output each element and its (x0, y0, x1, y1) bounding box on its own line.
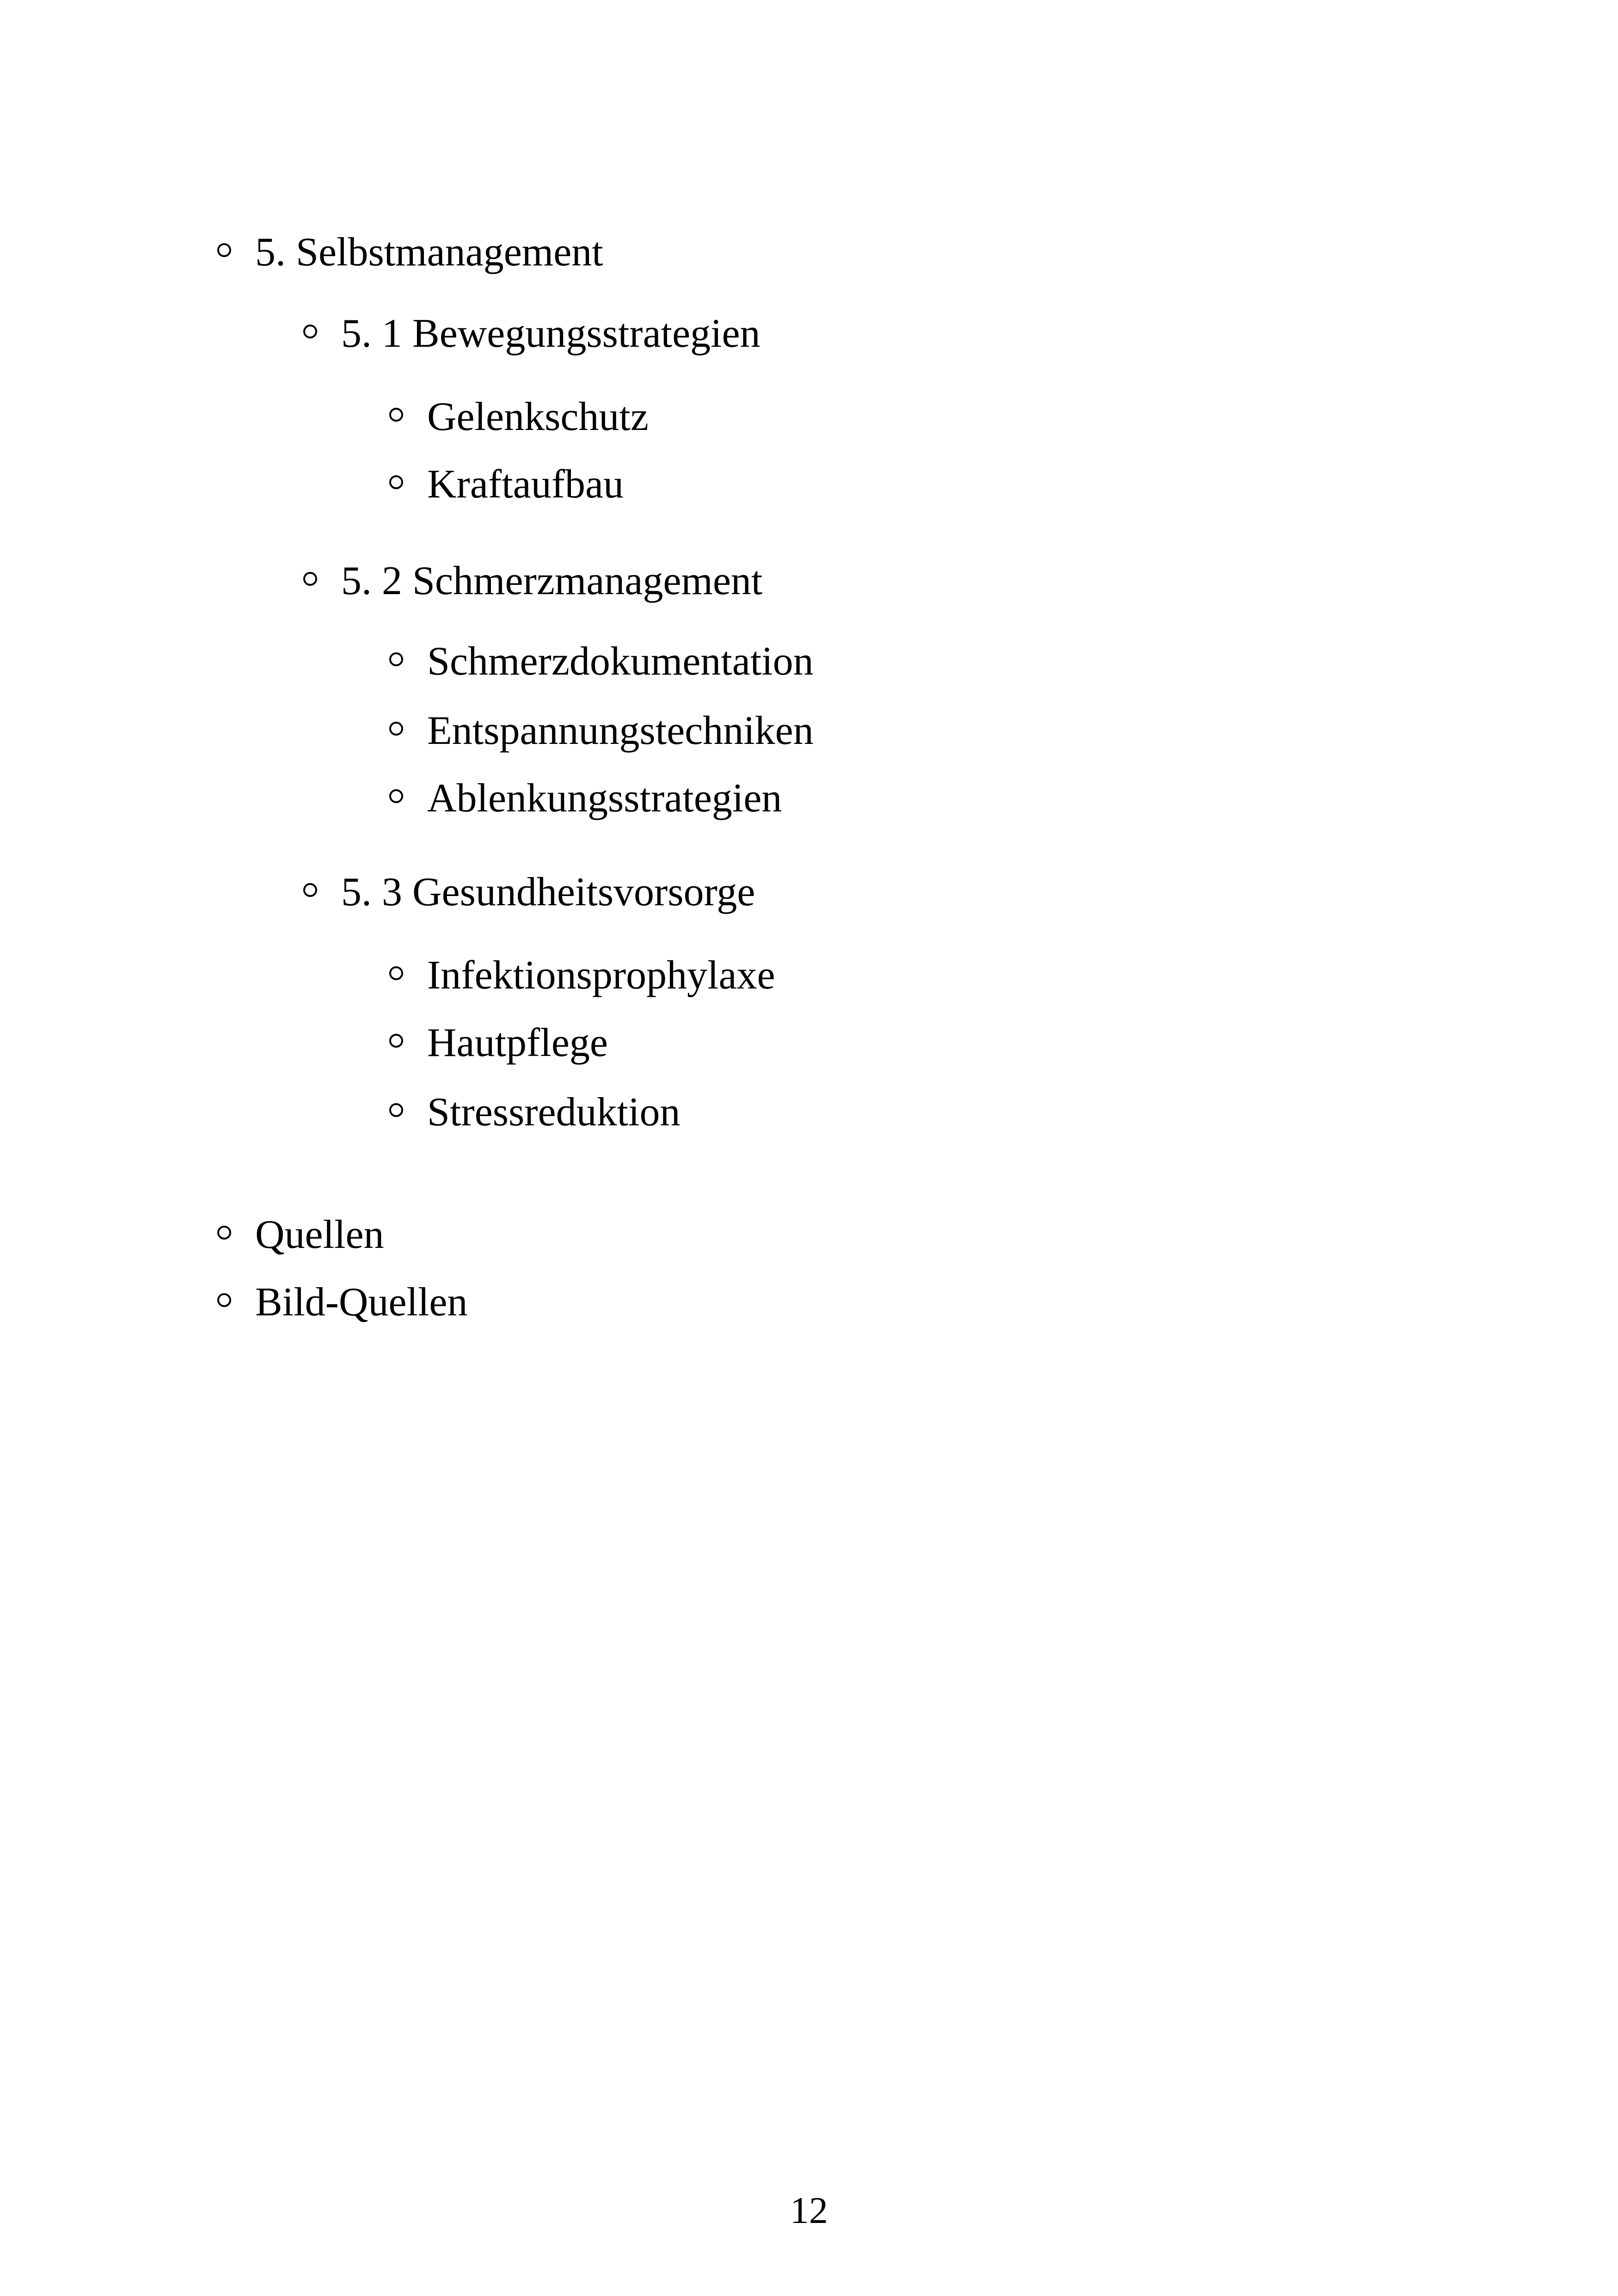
circle-bullet-icon (303, 883, 317, 897)
toc-entry-label: Schmerzdokumentation (427, 639, 814, 684)
toc-entry-ablenkungsstrategien (389, 778, 782, 819)
toc-entry-infektionsprophylaxe (389, 955, 775, 996)
toc-entry-label: 5. 2 Schmerzmanagement (341, 559, 763, 603)
circle-bullet-icon (303, 572, 317, 586)
circle-bullet-icon (389, 789, 403, 803)
circle-bullet-icon (389, 966, 403, 980)
toc-entry-label: Bild-Quellen (255, 1280, 468, 1325)
toc-entry-label: Quellen (255, 1212, 384, 1257)
circle-bullet-icon (217, 1226, 231, 1240)
circle-bullet-icon (389, 722, 403, 736)
toc-entry-selbstmanagement (217, 232, 603, 273)
toc-entry-hautpflege (389, 1020, 608, 1065)
toc-entry-label: 5. Selbstmanagement (255, 230, 603, 275)
toc-entry-bewegungsstrategien (303, 313, 760, 354)
toc-entry-label: 5. 3 Gesundheitsvorsorge (341, 870, 755, 915)
circle-bullet-icon (217, 1293, 231, 1307)
circle-bullet-icon (303, 325, 317, 338)
toc-entry-gelenkschutz (389, 394, 649, 439)
toc-entry-kraftaufbau (389, 464, 624, 505)
toc-entry-label: Entspannungstechniken (427, 708, 814, 753)
circle-bullet-icon (217, 243, 231, 257)
toc-entry-label: Ablenkungsstrategien (427, 776, 782, 821)
toc-entry-schmerzmanagement (303, 561, 762, 602)
circle-bullet-icon (389, 408, 403, 422)
page-number: 12 (790, 2189, 828, 2231)
toc-entry-label: Hautpflege (427, 1020, 608, 1065)
circle-bullet-icon (389, 652, 403, 666)
toc-entry-quellen (217, 1212, 384, 1257)
toc-entry-entspannungstechniken (389, 708, 814, 753)
toc-entry-stressreduktion (389, 1092, 680, 1133)
circle-bullet-icon (389, 475, 403, 489)
toc-entry-schmerzdokumentation (389, 641, 814, 682)
circle-bullet-icon (389, 1103, 403, 1117)
toc-entry-label: Gelenkschutz (427, 394, 649, 439)
circle-bullet-icon (389, 1034, 403, 1048)
toc-entry-bild-quellen (217, 1282, 467, 1323)
toc-entry-gesundheitsvorsorge (303, 872, 755, 913)
toc-entry-label: 5. 1 Bewegungsstrategien (341, 311, 760, 356)
toc-entry-label: Infektionsprophylaxe (427, 953, 775, 998)
toc-entry-label: Kraftaufbau (427, 462, 624, 507)
toc-entry-label: Stressreduktion (427, 1090, 680, 1135)
